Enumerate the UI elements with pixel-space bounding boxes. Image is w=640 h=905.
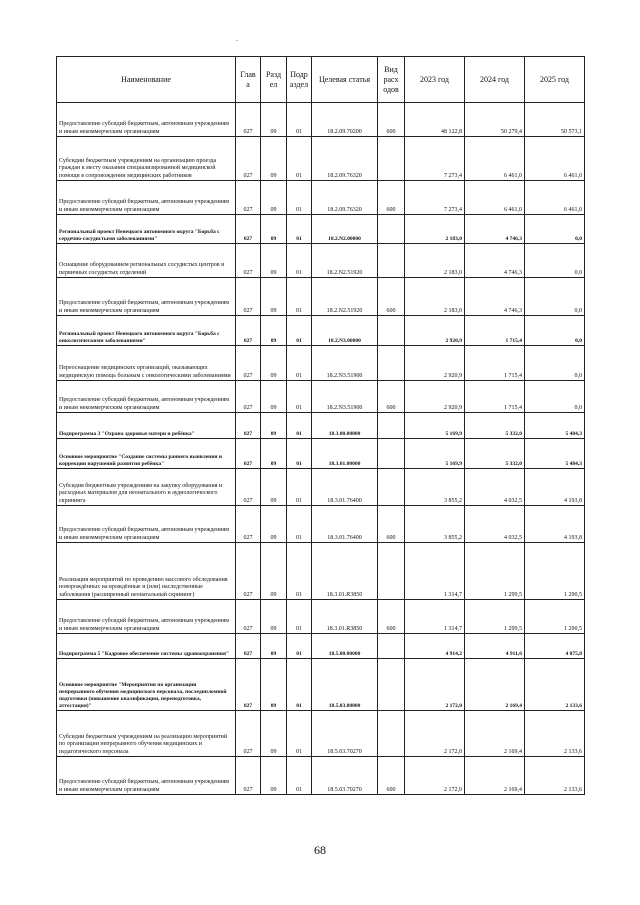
row-2025: 2 133,6	[525, 659, 585, 711]
row-glava: 027	[236, 413, 261, 439]
row-razdel: 09	[261, 413, 287, 439]
row-2024: 4 746,3	[465, 278, 525, 316]
row-podrazdel: 01	[287, 600, 312, 634]
row-razdel: 09	[261, 439, 287, 469]
row-name: Подпрограмма 3 "Охрана здоровья матери и ребёнка"	[57, 413, 236, 439]
row-target: 18.2.09.70200	[312, 103, 378, 137]
row-podrazdel: 01	[287, 439, 312, 469]
row-razdel: 09	[261, 137, 287, 181]
row-glava: 027	[236, 346, 261, 381]
row-2023: 2 920,9	[405, 381, 465, 413]
row-name: Предоставление субсидий бюджетным, автономным учреждениям и иным некоммерческим организациям	[57, 381, 236, 413]
row-podrazdel: 01	[287, 278, 312, 316]
row-2025: 5 484,3	[525, 439, 585, 469]
table-row	[57, 278, 585, 316]
row-glava: 027	[236, 439, 261, 469]
row-vid	[378, 413, 405, 439]
row-target: 18.5.03.00000	[312, 659, 378, 711]
row-vid	[378, 215, 405, 244]
row-target: 18.3.00.00000	[312, 413, 378, 439]
row-2024: 50 279,4	[465, 103, 525, 137]
row-name: Региональный проект Ненецкого автономного округа "Борьба с онкологическими заболеваниями"	[57, 316, 236, 346]
row-razdel: 09	[261, 381, 287, 413]
row-name: Субсидии бюджетным учреждениям на организацию проезда граждан к месту оказания специализированной медицинской помощи в сопровождении медицинских работников	[57, 137, 236, 181]
row-glava: 027	[236, 711, 261, 757]
row-2024: 2 169,4	[465, 757, 525, 795]
row-vid	[378, 137, 405, 181]
header-2023: 2023 год	[405, 57, 465, 103]
row-2024: 1 299,5	[465, 543, 525, 600]
table-row	[57, 244, 585, 278]
row-2025: 0,0	[525, 278, 585, 316]
row-razdel: 09	[261, 103, 287, 137]
row-2024: 6 461,0	[465, 181, 525, 215]
row-podrazdel: 01	[287, 757, 312, 795]
row-razdel: 09	[261, 757, 287, 795]
row-vid: 600	[378, 600, 405, 634]
row-glava: 027	[236, 381, 261, 413]
row-glava: 027	[236, 634, 261, 659]
table-row	[57, 381, 585, 413]
row-vid: 600	[378, 103, 405, 137]
row-2025: 0,0	[525, 215, 585, 244]
row-vid	[378, 346, 405, 381]
row-name: Субсидии бюджетным учреждениям на реализацию мероприятий по организации непрерывного обучения медицинских и педагогического персонала	[57, 711, 236, 757]
row-2024: 1 299,5	[465, 600, 525, 634]
row-2024: 4 911,6	[465, 634, 525, 659]
row-2023: 3 855,2	[405, 469, 465, 506]
row-glava: 027	[236, 137, 261, 181]
row-vid	[378, 634, 405, 659]
row-target: 18.3.01.76400	[312, 506, 378, 543]
row-2023: 4 914,2	[405, 634, 465, 659]
table-row	[57, 659, 585, 711]
row-name: Региональный проект Ненецкого автономного округа "Борьба с сердечно-сосудистыми заболеваниями"	[57, 215, 236, 244]
row-name: Предоставление субсидий бюджетным, автономным учреждениям и иным некоммерческим организациям	[57, 506, 236, 543]
row-podrazdel: 01	[287, 634, 312, 659]
row-2025: 4 875,8	[525, 634, 585, 659]
row-glava: 027	[236, 103, 261, 137]
table-row	[57, 137, 585, 181]
row-glava: 027	[236, 659, 261, 711]
row-name: Субсидия бюджетным учреждениям на закупку оборудования и расходных материалов для неонатального и аудиологического скрининга	[57, 469, 236, 506]
row-name: Предоставление субсидий бюджетным, автономным учреждениям и иным некоммерческим организациям	[57, 600, 236, 634]
row-2025: 5 484,3	[525, 413, 585, 439]
row-2025: 2 133,6	[525, 711, 585, 757]
header-2025: 2025 год	[525, 57, 585, 103]
row-name: Реализация мероприятий по проведению массового обследования новорождённых на врождённые и (или) наследственные заболевания (расширенный неонатальный скрининг)	[57, 543, 236, 600]
row-2023: 2 183,0	[405, 244, 465, 278]
row-target: 18.2.N2.51920	[312, 278, 378, 316]
row-glava: 027	[236, 506, 261, 543]
row-razdel: 09	[261, 659, 287, 711]
table-row	[57, 103, 585, 137]
row-name: Основное мероприятие "Создание системы раннего выявления и коррекции нарушений развития ребёнка"	[57, 439, 236, 469]
row-vid	[378, 244, 405, 278]
row-2025: 0,0	[525, 346, 585, 381]
row-vid: 600	[378, 278, 405, 316]
table-row	[57, 711, 585, 757]
table-row	[57, 181, 585, 215]
table-row	[57, 316, 585, 346]
table-row	[57, 543, 585, 600]
row-2023: 2 172,0	[405, 659, 465, 711]
row-name: Предоставление субсидий бюджетным, автономным учреждениям и иным некоммерческим организациям	[57, 757, 236, 795]
page-number: 68	[314, 843, 326, 857]
row-podrazdel: 01	[287, 711, 312, 757]
row-podrazdel: 01	[287, 346, 312, 381]
row-2025: 50 573,1	[525, 103, 585, 137]
row-2023: 2 183,0	[405, 278, 465, 316]
row-target: 18.2.N3.00000	[312, 316, 378, 346]
row-target: 18.3.01.00000	[312, 439, 378, 469]
table-row	[57, 439, 585, 469]
row-2024: 4 032,5	[465, 469, 525, 506]
row-razdel: 09	[261, 634, 287, 659]
row-2023: 2 172,0	[405, 711, 465, 757]
row-name: Предоставление субсидий бюджетным, автономным учреждениям и иным некоммерческим организациям	[57, 103, 236, 137]
row-2025: 0,0	[525, 244, 585, 278]
row-vid	[378, 543, 405, 600]
header-row	[57, 57, 585, 103]
row-vid: 600	[378, 381, 405, 413]
header-glava: Глав а	[236, 57, 261, 103]
row-razdel: 09	[261, 711, 287, 757]
row-target: 18.2.N2.51920	[312, 244, 378, 278]
row-vid: 600	[378, 506, 405, 543]
row-2025: 0,0	[525, 316, 585, 346]
row-razdel: 09	[261, 346, 287, 381]
row-glava: 027	[236, 316, 261, 346]
header-name: Наименование	[57, 57, 236, 103]
row-target: 18.2.09.76320	[312, 181, 378, 215]
row-name: Предоставление субсидий бюджетным, автономным учреждениям и иным некоммерческим организациям	[57, 278, 236, 316]
row-2024: 2 169,4	[465, 659, 525, 711]
row-2024: 5 332,0	[465, 413, 525, 439]
row-2025: 2 133,6	[525, 757, 585, 795]
row-2023: 2 920,9	[405, 346, 465, 381]
row-podrazdel: 01	[287, 181, 312, 215]
row-2023: 7 273,4	[405, 137, 465, 181]
row-glava: 027	[236, 244, 261, 278]
row-razdel: 09	[261, 600, 287, 634]
row-2024: 1 715,4	[465, 346, 525, 381]
row-target: 18.3.01.R3850	[312, 600, 378, 634]
header-razdel: Разд ел	[261, 57, 287, 103]
table-row	[57, 757, 585, 795]
row-vid	[378, 659, 405, 711]
row-podrazdel: 01	[287, 103, 312, 137]
row-target: 18.2.09.76320	[312, 137, 378, 181]
row-2025: 1 290,5	[525, 543, 585, 600]
row-target: 18.2.N3.51900	[312, 381, 378, 413]
table-row	[57, 634, 585, 659]
row-podrazdel: 01	[287, 244, 312, 278]
row-podrazdel: 01	[287, 137, 312, 181]
row-glava: 027	[236, 543, 261, 600]
row-2024: 1 715,4	[465, 381, 525, 413]
row-glava: 027	[236, 181, 261, 215]
row-razdel: 09	[261, 181, 287, 215]
row-2025: 4 193,8	[525, 506, 585, 543]
row-2024: 4 746,3	[465, 215, 525, 244]
row-name: Предоставление субсидий бюджетным, автономным учреждениям и иным некоммерческим организациям	[57, 181, 236, 215]
row-name: Основное мероприятие "Мероприятия по организации непрерывного обучения медицинского персонала, последипломной подготовки (повышение квалификации, переподготовка, аттестация)"	[57, 659, 236, 711]
header-2024: 2024 год	[465, 57, 525, 103]
row-vid: 600	[378, 757, 405, 795]
table-row	[57, 469, 585, 506]
row-razdel: 09	[261, 543, 287, 600]
row-2025: 0,0	[525, 381, 585, 413]
row-glava: 027	[236, 600, 261, 634]
row-2023: 1 314,7	[405, 600, 465, 634]
scan-mark	[236, 40, 238, 41]
table-row	[57, 413, 585, 439]
row-razdel: 09	[261, 506, 287, 543]
row-podrazdel: 01	[287, 506, 312, 543]
row-2023: 2 920,9	[405, 316, 465, 346]
row-glava: 027	[236, 757, 261, 795]
table-row	[57, 506, 585, 543]
row-2024: 1 715,4	[465, 316, 525, 346]
row-razdel: 09	[261, 316, 287, 346]
row-target: 18.5.00.00000	[312, 634, 378, 659]
row-podrazdel: 01	[287, 381, 312, 413]
row-vid	[378, 711, 405, 757]
budget-table	[56, 56, 585, 795]
row-target: 18.2.N3.51900	[312, 346, 378, 381]
header-target: Целевая статья	[312, 57, 378, 103]
row-podrazdel: 01	[287, 659, 312, 711]
row-2024: 4 032,5	[465, 506, 525, 543]
table-row	[57, 346, 585, 381]
row-podrazdel: 01	[287, 215, 312, 244]
row-2024: 4 746,3	[465, 244, 525, 278]
row-razdel: 09	[261, 278, 287, 316]
row-2024: 2 169,4	[465, 711, 525, 757]
row-2025: 1 290,5	[525, 600, 585, 634]
row-target: 18.5.03.70270	[312, 711, 378, 757]
row-podrazdel: 01	[287, 543, 312, 600]
row-name: Подпрограмма 5 "Кадровое обеспечение системы здравоохранения"	[57, 634, 236, 659]
row-target: 18.2.N2.00000	[312, 215, 378, 244]
row-name: Переоснащение медицинских организаций, оказывающих медицинскую помощь больным с онкологическими заболеваниями	[57, 346, 236, 381]
row-podrazdel: 01	[287, 413, 312, 439]
row-target: 18.5.03.70270	[312, 757, 378, 795]
row-podrazdel: 01	[287, 316, 312, 346]
row-podrazdel: 01	[287, 469, 312, 506]
row-vid: 600	[378, 181, 405, 215]
row-target: 18.3.01.76400	[312, 469, 378, 506]
row-vid	[378, 316, 405, 346]
table-row	[57, 600, 585, 634]
row-2023: 7 273,4	[405, 181, 465, 215]
header-podrazdel: Подр аздел	[287, 57, 312, 103]
row-2023: 5 169,9	[405, 439, 465, 469]
row-2023: 5 169,9	[405, 413, 465, 439]
row-2023: 2 172,0	[405, 757, 465, 795]
table-row	[57, 215, 585, 244]
row-2024: 6 461,0	[465, 137, 525, 181]
row-glava: 027	[236, 469, 261, 506]
row-2025: 6 461,0	[525, 181, 585, 215]
row-2024: 5 332,0	[465, 439, 525, 469]
row-glava: 027	[236, 278, 261, 316]
row-name: Оснащение оборудованием региональных сосудистых центров и первичных сосудистых отделений	[57, 244, 236, 278]
row-2023: 48 122,8	[405, 103, 465, 137]
row-vid	[378, 439, 405, 469]
row-2023: 2 183,0	[405, 215, 465, 244]
row-vid	[378, 469, 405, 506]
row-glava: 027	[236, 215, 261, 244]
row-2023: 3 855,2	[405, 506, 465, 543]
row-razdel: 09	[261, 469, 287, 506]
row-target: 18.3.01.R3850	[312, 543, 378, 600]
header-vid: Вид расх одов	[378, 57, 405, 103]
row-razdel: 09	[261, 215, 287, 244]
row-razdel: 09	[261, 244, 287, 278]
row-2023: 1 314,7	[405, 543, 465, 600]
row-2025: 6 461,0	[525, 137, 585, 181]
row-2025: 4 193,8	[525, 469, 585, 506]
